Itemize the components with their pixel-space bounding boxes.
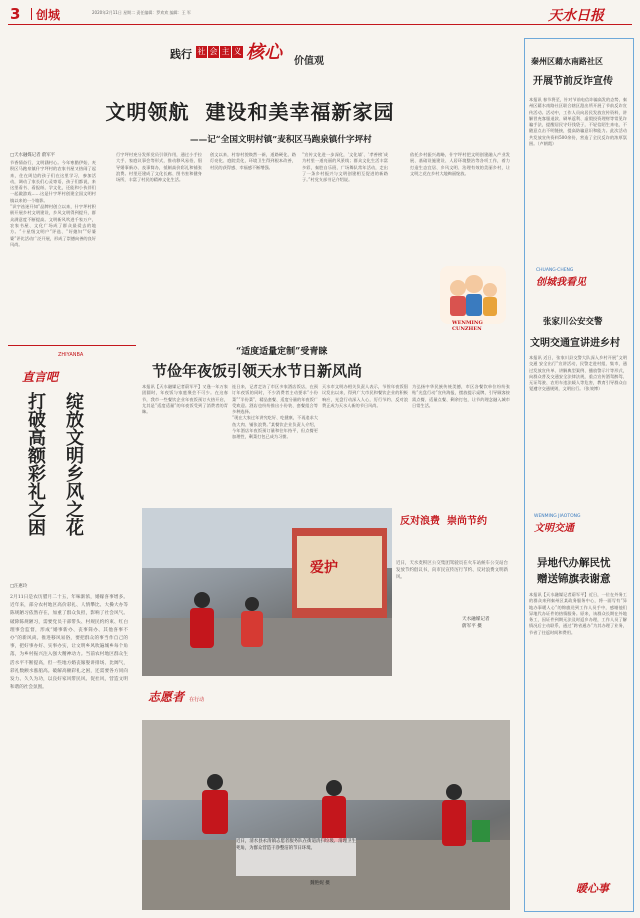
column-body: 2月11日是农历腊月二十五，年味渐浓，婚嫁喜事增多。近年来，部分农村地区高价彩礼、人情攀比、大操大办等陈规陋习依然存在，加重了群众负担，影响了社会风气。破除陈规陋习，需要党员干部带头、村规民约约束、红白理事会监督，形成“婚事新办、丧事简办、其他喜事不办”的新风尚。推进移风易俗，要把群众的事当作自己的事，把好事办好、实事办实，让文明乡风吹遍城乡每个角落，为乡村振兴注入强大精神动力。当前农村地区群众生活水平不断提高，但一些地方婚丧嫁娶讲排场、比阔气，彩礼数额水涨船高。破解高额彩礼之困，还需要各方同向发力、久久为功，以良好家风带民风、促社风，营造文明和谐的社会氛围。 (10, 595, 128, 691)
traffic-logo-1 (536, 268, 626, 294)
lead-paragraph-2: “识字祛迷开知”品牌村创立以来，什字坪村积极开展乡村文明建设，乡风文明得到提升，群众满意度不断提高。文明新风吹进千家万户，农家书屋、文化广场成了群众最爱去的地方。“十星级文明户”评选、“好媳妇”“好婆婆”评比活动广泛开展，形成了崇德向善的良好风尚。 (10, 204, 96, 247)
lead-col-3 (210, 152, 296, 335)
column-title-b: 绽放文明乡风之花 (63, 392, 84, 536)
story3-headline-2: 赠送锦旗表谢意 (537, 573, 611, 585)
lead-paragraph-4: 创文以来，村容村貌焕然一新，道路硬化、路灯亮化、庭院美化，环境卫生得到根本改善，村民的获得感、幸福感不断增强。 (210, 152, 296, 170)
story2-kicker: 张家川公安交警 (543, 317, 603, 327)
feature-col-3 (322, 384, 408, 502)
banner-box-1: 社 (197, 47, 206, 56)
lead-byline: □天水融媒记者 蔚军平 (10, 153, 56, 158)
story1-kicker: 秦州区藉水南路社区 (531, 56, 603, 66)
story3-body: 本报讯【天水融媒记者蔚军平】近日，一位在外务工的群众来到秦州区某政务服务中心，将一面写有“异地办事暖人心”的锦旗送到工作人员手中，感谢他们异地代办证件的热情服务。原来，该群众长期在外地务工，因证件到期无法及时返乡办理，工作人员了解情况后主动联系，通过“跨省通办”为其办理了业务，节省了往返时间和费用。 (529, 592, 627, 635)
volunteer-logo-sub: 在行动 (189, 697, 205, 703)
lead-paragraph-6: 依托乡村振兴战略，什字坪村把文明创建融入产业发展、基础设施建设、人居环境整治等各项工作，着力打造生态宜居、乡风文明、治理有效的美丽乡村，让文明之花在乡村大地绚丽绽放。 (410, 152, 510, 176)
traffic-logo-1-label: 创城我看见 (536, 277, 586, 288)
volunteer-logo (148, 686, 228, 716)
story3-headline-1: 异地代办解民忧 (537, 557, 611, 569)
issue-meta: 2020年2月11日 星期二 责任编辑：罗欢欢 编辑：王 军 (92, 10, 191, 15)
volunteer-caption: 近日，清水县永清镇志愿者服务队在街道清扫垃圾、清理卫生死角，为群众营造干净整洁的节日环境。 (236, 838, 356, 876)
feature-paragraph-4: 天水市文明办相关负责人表示，节俭年夜饭倡议发出以来，得到广大市民和餐饮企业的积极响应，光盘行动深入人心，厉行节约、反对浪费正成为天水人新的节日风尚。 (322, 384, 408, 408)
banner-box-4: 义 (233, 47, 242, 56)
column-byline: □汪惠玲 (10, 584, 28, 589)
newspaper-logo: 天水日报 (548, 8, 604, 24)
lead-headline: 文明领航 建设和美幸福新家园 (105, 100, 395, 124)
feature-headline: 节俭年夜饭引领天水节日新风尚 (152, 362, 363, 380)
feature-photo-note: 近日，天水麦积区公交集团驾驶员在火车站候车公交站台发放节约倡议书，向市民宣传厉行节约、反对浪费文明新风。 (396, 561, 508, 580)
page-number: 3 (10, 5, 21, 23)
values-banner (170, 34, 370, 68)
lead-subhead: ——记“全国文明村镇”麦积区马跑泉镇什字坪村 (190, 135, 372, 145)
svg-text:爱护: 爱护 (310, 560, 338, 576)
banner-heart: 核心 (246, 42, 282, 63)
illustration-tag: WENMING CUNZHEN (452, 320, 483, 332)
banner-box-3: 主 (221, 47, 230, 56)
story2-headline: 文明交通宣讲进乡村 (530, 338, 620, 349)
lead-illustration (432, 260, 514, 332)
traffic-logo-2-pinyin: WENMING JIAOTONG (534, 514, 581, 519)
lead-paragraph-1: 节香情奋行，文明涵村心。今年寒腊伊始，麦积区马跑泉镇什字坪村的农家书屋又热闹了起来，住在周边的孩子们在这里学习，参加活动，调动了家长们心灵寄语，孩子们都说，来这里看书、看报纸、学文化，还能和小伙伴们一起做游戏……这是什字坪村创建全国文明村镇以来的一个缩影。 (10, 160, 96, 203)
lead-paragraph-3: 行字坪村充分发挥党员引领作用，通过小手拉大手、家庭议事会等形式，推动移风易俗，倡导婚事新办、丧事简办，抵制高价彩礼和铺张浪费。村里还建成了文化长廊、图书室和健身场所，丰富了村民的精神文化生活。 (116, 152, 202, 183)
lead-col-1 (10, 160, 96, 335)
page-header (0, 0, 640, 26)
story1-headline: 开展节前反诈宣传 (533, 76, 613, 87)
traffic-logo-2-label: 文明交通 (534, 523, 574, 534)
lead-col-2 (116, 152, 202, 335)
volunteer-logo-text: 志愿者 (148, 690, 185, 704)
column-title-a: 打破高额彩礼之困 (25, 392, 46, 536)
feature-kicker: “适度适量定制”受青睐 (236, 347, 328, 357)
feature-paragraph-3: “现在大家过年讲究吃好、吃健康，不再追求大鱼大肉、铺张浪费。”某餐饮企业负责人介绍，今年酒店年夜饭预订量和往年持平，但点餐更加理性，剩菜打包已成为习惯。 (232, 415, 318, 440)
feature-slogan: 反对浪费 崇尚节约 (400, 516, 487, 527)
feature-photo (142, 508, 392, 676)
column-label: 直言吧 (22, 370, 59, 384)
lead-paragraph-5: “宣传文化进一步深化，‘文化墙’、‘孝善榜’成为村里一道亮丽的风景线；群众文化生活丰富多彩，秦腔自乐班、广场舞队常年活动，走出了一条乡村振兴与文明创建相互促进的新路子。”村党支部书记介绍说。 (302, 152, 388, 183)
story2-body: 本报讯 近日，张家川县交警大队深入乡村开展“文明交通 安全出行”宣讲活动，民警走进村组、集市，通过发放宣传单、讲解典型案例、播放警示片等形式，向群众普及交通安全法律法规，重点宣传酒驾醉驾、无证驾驶、农用车违法载人等危害，教育引导群众自觉遵守交通规则，文明出行。（张效博） (529, 355, 627, 392)
feature-col-2 (232, 384, 318, 502)
feature-paragraph-5: 为弘扬中华民族传统美德，市区各餐饮单位纷纷张贴“光盘行动”宣传海报，摆放提示桌牌，引导顾客按需点餐、适量点餐、剩余打包，让节约理念融入城市日常生活。 (412, 384, 510, 408)
banner-right: 价值观 (294, 56, 324, 67)
lead-col-4 (302, 152, 388, 335)
feature-paragraph-2: 连日来，记者走访了市区多家酒店饭店，在预订年夜饭的同时，不少消费者主动要求“小份菜”“半份菜”，精品套餐、适度分量的年夜饭广受欢迎。酒店也纷纷推出小份装、套餐组合等多种选择。 (232, 384, 318, 415)
feature-photo-caption: 天水融媒记者 蔚军平 摄 (462, 617, 490, 629)
volunteer-byline: 魏艳妮 摄 (310, 881, 330, 886)
banner-left: 践行 (170, 48, 192, 61)
street-photo-icon (142, 508, 392, 676)
feature-paragraph-1: 本报讯【天水融媒记者蔚军平】又逢一年万家团圆时，年夜饭与家庭聚会不可少。在这春节，我市一些餐饮企业年夜饭预订火热开启，尤其是“适度适量”的年夜饭受到了消费者的青睐。 (142, 384, 228, 415)
traffic-logo-2 (534, 514, 624, 542)
story1-body: 本报讯 春节将至，针对节前电信诈骗高发的态势，秦州区藉水南路社区联合辖区派出所开展了节前反诈宣传活动。活动中，工作人员向居民发放宣传资料，讲解冒充客服退款、刷单返利、虚假投资理财等常见诈骗手法，提醒居民守好钱袋子，不轻信陌生来电，不随意点击不明链接，提高防骗意识和能力。此次活动共发放宣传资料500余份，营造了全民反诈的浓厚氛围。（卢朝霞） (529, 97, 627, 147)
bottom-logo: 暖心事 (576, 882, 609, 895)
column-pinyin: ZHIYANBA (58, 352, 84, 358)
section-name: 创城 (36, 8, 61, 22)
traffic-logo-1-pinyin: CHUANG·CHENG (536, 268, 574, 273)
feature-col-1 (142, 384, 228, 502)
feature-col-4 (412, 384, 510, 502)
banner-box-2: 会 (209, 47, 218, 56)
